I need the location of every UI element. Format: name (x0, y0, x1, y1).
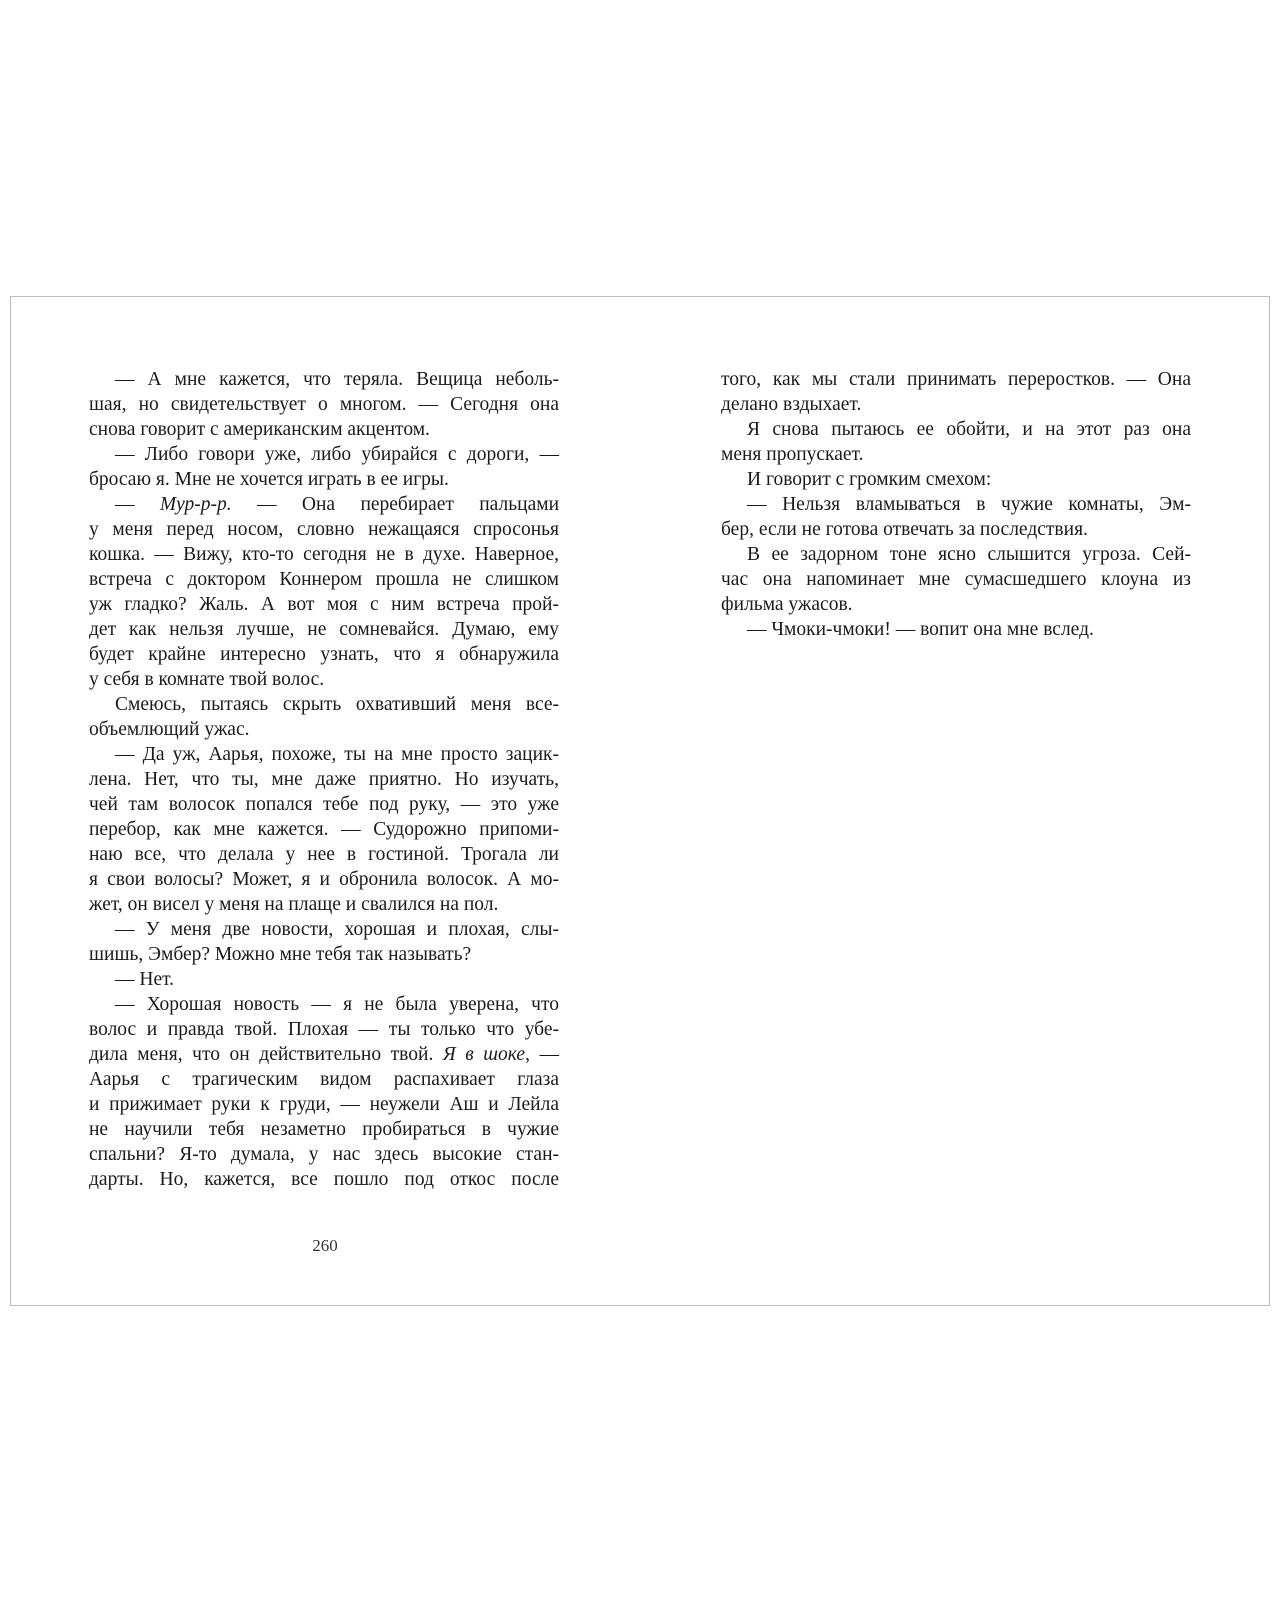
text-run: , — (525, 1044, 560, 1065)
text-line: — Нельзя вламываться в чужие комнаты, Эм- (747, 494, 1191, 515)
text-line: жет, он висел у меня на плаще и свалился на пол. (89, 894, 499, 915)
text-line: — Хорошая новость — я не была уверена, что (115, 994, 559, 1015)
text-line: дет как нельзя лучше, не сомневайся. Думаю, ему (89, 619, 559, 640)
text-line: — Да уж, Аарья, похоже, ты на мне просто зацик- (115, 744, 559, 765)
text-run: — Она перебирает пальцами (231, 494, 559, 515)
text-line: — Чмоки-чмоки! — вопит она мне вслед. (747, 619, 1094, 640)
text-line: шая, но свидетельствует о многом. — Сегодня она (89, 394, 559, 415)
text-line: меня пропускает. (721, 444, 864, 465)
book-spread (10, 296, 1270, 1306)
text-line (89, 492, 559, 517)
text-line: перебор, как мне кажется. — Судорожно припоми- (89, 819, 559, 840)
text-line: я свои волосы? Может, я и обронила волосок. А мо- (89, 869, 559, 890)
text-line: шишь, Эмбер? Можно мне тебя так называть? (89, 944, 472, 965)
text-line: наю все, что делала у нее в гостиной. Трогала ли (89, 844, 559, 865)
text-line: Я снова пытаюсь ее обойти, и на этот раз она (747, 419, 1191, 440)
text-line: час она напоминает мне сумасшедшего клоуна из (721, 569, 1191, 590)
page-number: 260 (312, 1236, 338, 1255)
text-line: Смеюсь, пытаясь скрыть охвативший меня все- (115, 694, 559, 715)
text-line: дарты. Но, кажется, все пошло под откос после (89, 1169, 559, 1190)
text-line: делано вздыхает. (721, 394, 862, 415)
text-line: В ее задорном тоне ясно слышится угроза. Сей- (747, 544, 1191, 565)
text-line: того, как мы стали принимать переростков. — Она (721, 369, 1191, 390)
text-line: чей там волосок попался тебе под руку, — это уже (89, 794, 559, 815)
text-line: Аарья с трагическим видом распахивает глаза (89, 1069, 559, 1090)
text-line: у себя в комнате твой волос. (89, 669, 325, 690)
text-line: волос и правда твой. Плохая — ты только что убе- (89, 1019, 559, 1040)
left-page-text (89, 367, 559, 1192)
text-line: — Нет. (115, 969, 175, 990)
text-line (89, 1042, 559, 1067)
italic-run: Я в шоке (442, 1044, 526, 1065)
text-line: спальни? Я-то думала, у нас здесь высокие стан- (89, 1144, 559, 1165)
text-line: встреча с доктором Коннером прошла не слишком (89, 569, 559, 590)
text-line: — Либо говори уже, либо убирайся с дороги, — (115, 444, 559, 465)
text-line: И говорит с громким смехом: (747, 469, 992, 490)
text-line: лена. Нет, что ты, мне даже приятно. Но изучать, (89, 769, 559, 790)
text-line: объемлющий ужас. (89, 719, 250, 740)
text-line: снова говорит с американским акцентом. (89, 419, 430, 440)
text-line: будет крайне интересно узнать, что я обнаружила (89, 644, 559, 665)
text-line: кошка. — Вижу, кто-то сегодня не в духе. Наверное, (89, 544, 559, 565)
text-line: у меня перед носом, словно нежащаяся спросонья (89, 519, 559, 540)
text-line: уж гладко? Жаль. А вот моя с ним встреча прой- (89, 594, 559, 615)
text-line: не научили тебя незаметно пробираться в чужие (89, 1119, 559, 1140)
text-run: — (115, 494, 160, 515)
right-page-text (721, 367, 1191, 642)
text-line: — А мне кажется, что теряла. Вещица неболь- (115, 369, 559, 390)
text-line: и прижимает руки к груди, — неужели Аш и Лейла (89, 1094, 559, 1115)
italic-run: Мур-р-р. (159, 494, 232, 515)
text-run: дила меня, что он действительно твой. (89, 1044, 443, 1065)
text-line: бер, если не готова отвечать за последствия. (721, 519, 1088, 540)
text-line: бросаю я. Мне не хочется играть в ее игры. (89, 469, 449, 490)
text-line: — У меня две новости, хорошая и плохая, слы- (115, 919, 559, 940)
text-line: фильма ужасов. (721, 594, 853, 615)
